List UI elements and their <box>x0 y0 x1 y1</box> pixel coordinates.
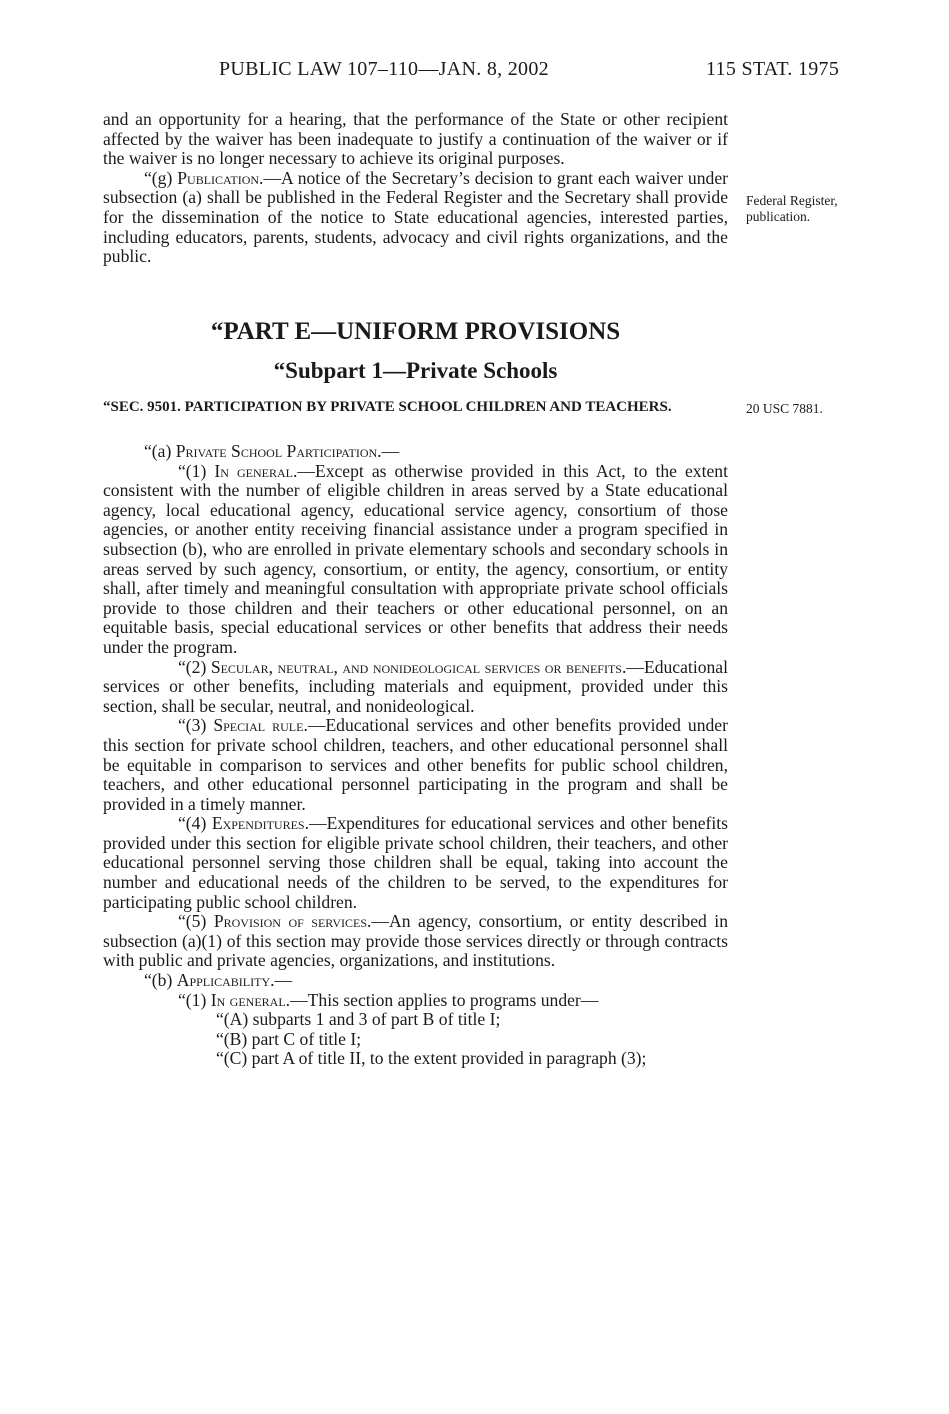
b1-text: —This section applies to programs under— <box>290 989 599 1010</box>
a2-prefix: “(2) <box>178 656 211 677</box>
paragraph-bC: “(C) part A of title II, to the extent provided in paragraph (3); <box>216 1048 647 1069</box>
g-prefix: “(g) <box>144 167 178 188</box>
paragraph-a-heading <box>103 442 728 462</box>
margin-note-federal-register: Federal Register, publication. <box>746 193 838 224</box>
a1-prefix: “(1) <box>178 460 215 481</box>
paragraph-a5 <box>103 912 728 971</box>
part-heading: “PART E—UNIFORM PROVISIONS <box>210 318 621 345</box>
a4-heading: Expenditures. <box>211 813 309 834</box>
page-citation: 115 STAT. 1975 <box>706 58 840 80</box>
a3-heading: Special rule. <box>213 715 308 736</box>
b1-prefix: “(1) <box>178 989 211 1010</box>
text-block-section <box>103 442 728 1069</box>
b-prefix: “(b) <box>144 970 177 991</box>
paragraph-a1 <box>103 462 728 658</box>
paragraph-b-heading <box>103 971 728 991</box>
b-heading: Applicability. <box>176 970 275 991</box>
running-header-title: PUBLIC LAW 107–110—JAN. 8, 2002 <box>219 58 549 80</box>
a5-prefix: “(5) <box>178 911 214 932</box>
g-heading: Publication. <box>177 167 264 188</box>
paragraph-a3 <box>103 716 728 814</box>
b-suffix: — <box>274 970 293 991</box>
a5-text: —An agency, consortium, or entity described in subsection (a)(1) of this section may provide those services directly or through contracts with public and private agencies, organizations, and institutions. <box>103 911 728 971</box>
a5-heading: Provision of services. <box>213 911 372 932</box>
paragraph-b1 <box>103 991 728 1011</box>
paragraph-waiver-end: and an opportunity for a hearing, that the performance of the State or other recipient affected by the waiver has been inadequate to justify a continuation of the waiver or if the waiver is no longer necessary to achieve its original purposes. <box>103 109 728 169</box>
paragraph-bB: “(B) part C of title I; <box>216 1028 362 1049</box>
margin-note-usc: 20 USC 7881. <box>746 401 823 416</box>
a-prefix: “(a) <box>144 441 176 461</box>
a3-prefix: “(3) <box>178 715 214 736</box>
a1-text: —Except as otherwise provided in this Act, to the extent consistent with the number of eligible children in areas served by a State educational agency, local educational agency, educational service agency, consortium of those agencies, or another entity receiving financial assistance under a program specified in subsection (b), who are enrolled in private elementary schools and secondary schools in areas served by such agency, consortium, or entity, the agency, consortium, or entity shall, after timely and meaningful consultation with appropriate private school officials provide to those children and their teachers or other educational personnel, on an equitable basis, special educational services or other benefits that address their needs under the program. <box>103 460 728 657</box>
section-title <box>103 398 728 416</box>
paragraph-a4 <box>103 814 728 912</box>
section-title-text: “SEC. 9501. PARTICIPATION BY PRIVATE SCHOOL CHILDREN AND TEACHERS. <box>103 399 672 415</box>
a2-heading: Secular, neutral, and nonideological services or benefits. <box>210 656 627 677</box>
text-block-top <box>103 110 728 267</box>
a4-prefix: “(4) <box>178 813 212 834</box>
a4-text: —Expenditures for educational services and other benefits provided under this section for eligible private school children, their teachers, and other educational personnel serving those children shall be equal, taking into account the number and educational needs of the children to be served, to the expenditures for participating public school children. <box>103 813 728 912</box>
b1-heading: In general. <box>210 989 291 1010</box>
subpart-heading: “Subpart 1—Private Schools <box>273 358 558 383</box>
paragraph-g-publication <box>103 169 728 267</box>
g-text: —A notice of the Secretary’s decision to grant each waiver under subsection (a) shall be published in the Federal Register and the Secretary shall provide for the dissemination of the notice to State educational agencies, interested parties, including educators, parents, students, advocacy and civil rights organizations, and the public. <box>103 167 728 267</box>
paragraph-a2 <box>103 658 728 717</box>
a1-heading: In general. <box>214 460 298 481</box>
a-heading: Private School Participation. <box>175 441 382 461</box>
a3-text: —Educational services and other benefits provided under this section for private school children, teachers, and other educational personnel shall be equitable in comparison to services and other benefits for public school children, teachers, and other educational personnel participating in the program and shall be provided in a timely manner. <box>103 715 728 814</box>
a2-text: —Educational services or other benefits, including materials and equipment, provided under this section, shall be secular, neutral, and nonideological. <box>103 656 728 716</box>
a-suffix: — <box>381 441 400 461</box>
paragraph-bA: “(A) subparts 1 and 3 of part B of title I; <box>216 1009 501 1030</box>
